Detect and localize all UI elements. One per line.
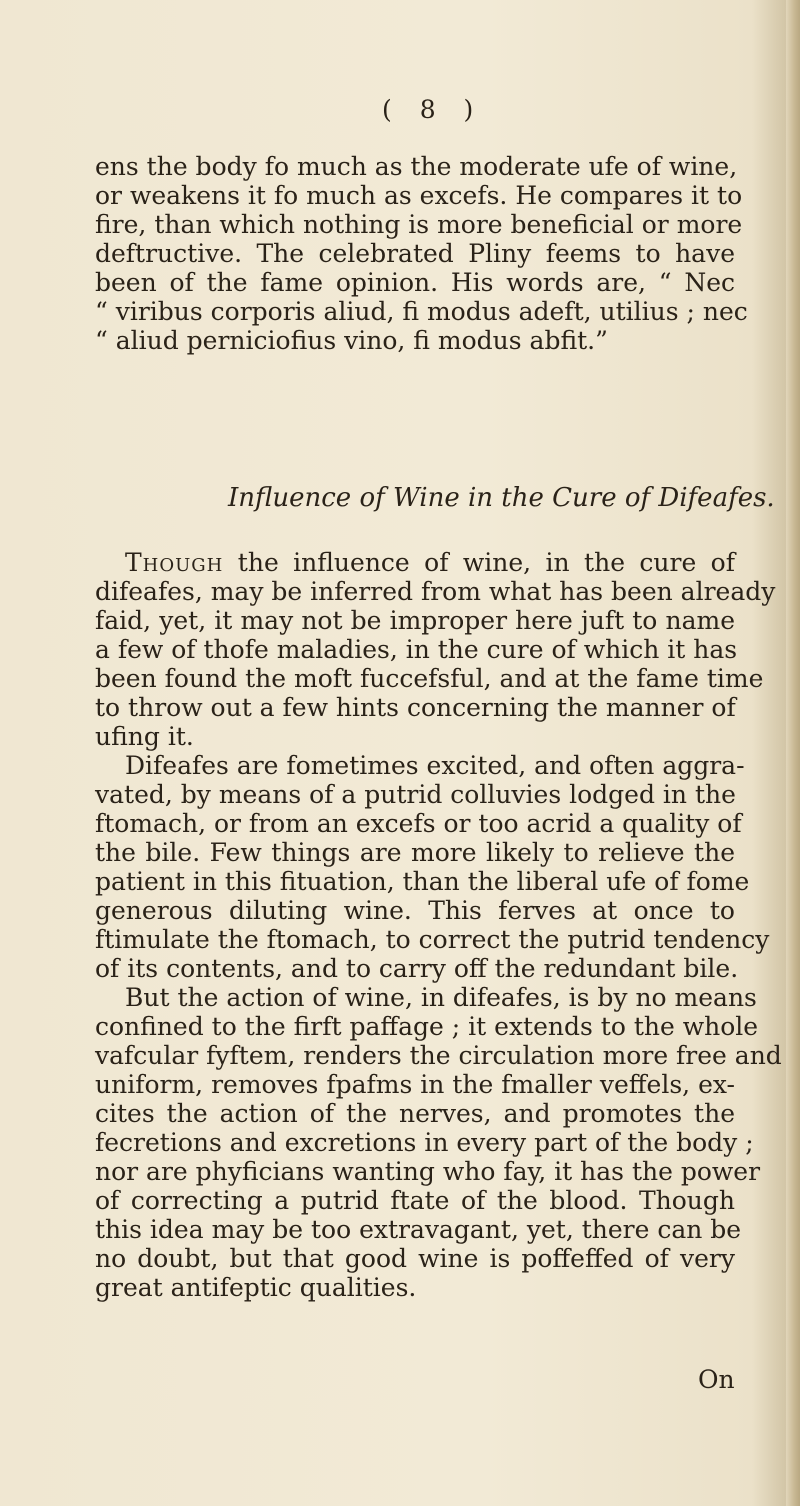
- text-line: great antifeptic qualities.: [95, 1273, 417, 1302]
- paragraph-3: [95, 983, 782, 1302]
- text-line: fecretions and excretions in every part of the body ;: [95, 1128, 754, 1157]
- paragraph-1: [95, 548, 776, 751]
- text-line: uniform, removes fpafms in the fmaller veffels, ex-: [95, 1070, 735, 1099]
- text-line: cites the action of the nerves, and promotes the: [95, 1099, 735, 1128]
- text-line: But the action of wine, in difeafes, is by no means: [125, 983, 757, 1012]
- page-number: ( 8 ): [382, 95, 484, 124]
- text-line: been of the fame opinion. His words are, “ Nec: [95, 268, 735, 297]
- page-edge: [786, 0, 800, 1506]
- text-line: fire, than which nothing is more beneficial or more: [95, 210, 743, 239]
- text-line: of correcting a putrid ftate of the blood. Though: [95, 1186, 735, 1215]
- text-line: generous diluting wine. This ferves at once to: [95, 896, 735, 925]
- text-fragment: the influence of wine, in the cure of: [223, 548, 735, 577]
- text-line: ftimulate the ftomach, to correct the putrid tendency: [95, 925, 770, 954]
- text-line: this idea may be too extravagant, yet, there can be: [95, 1215, 742, 1244]
- text-line: Difeafes are fometimes excited, and often aggra-: [125, 751, 745, 780]
- text-line: to throw out a few hints concerning the manner of: [95, 693, 736, 722]
- text-line: the bile. Few things are more likely to relieve the: [95, 838, 735, 867]
- text-line: vated, by means of a putrid colluvies lodged in the: [95, 780, 736, 809]
- text-line: ens the body fo much as the moderate ufe of wine,: [95, 152, 738, 181]
- text-line: nor are phyficians wanting who fay, it has the power: [95, 1157, 761, 1186]
- text-line: [95, 548, 735, 577]
- text-line: confined to the firft paffage ; it extends to the whole: [95, 1012, 759, 1041]
- section-heading: Influence of Wine in the Cure of Difeafes.: [228, 483, 775, 513]
- text-line: no doubt, but that good wine is poffeffed of very: [95, 1244, 735, 1273]
- catchword: On: [698, 1365, 735, 1394]
- text-line: ufing it.: [95, 722, 194, 751]
- text-line: “ viribus corporis aliud, fi modus adeft, utilius ; nec: [95, 297, 748, 326]
- text-line: of its contents, and to carry off the redundant bile.: [95, 954, 739, 983]
- text-line: faid, yet, it may not be improper here juft to name: [95, 606, 735, 635]
- text-line: patient in this fituation, than the liberal ufe of fome: [95, 867, 750, 896]
- text-line: ftomach, or from an excefs or too acrid a quality of: [95, 809, 742, 838]
- opening-paragraph: [95, 152, 748, 355]
- paragraph-2: [95, 751, 770, 983]
- text-line: deftructive. The celebrated Pliny feems to have: [95, 239, 735, 268]
- text-line: “ aliud perniciofius vino, fi modus abfit.”: [95, 326, 608, 355]
- drop-word: Though: [125, 548, 224, 577]
- text-line: a few of thofe maladies, in the cure of which it has: [95, 635, 738, 664]
- text-line: or weakens it fo much as excefs. He compares it to: [95, 181, 743, 210]
- text-line: difeafes, may be inferred from what has been already: [95, 577, 776, 606]
- text-line: vafcular fyftem, renders the circulation more free and: [95, 1041, 782, 1070]
- text-line: been found the moft fuccefsful, and at the fame time: [95, 664, 764, 693]
